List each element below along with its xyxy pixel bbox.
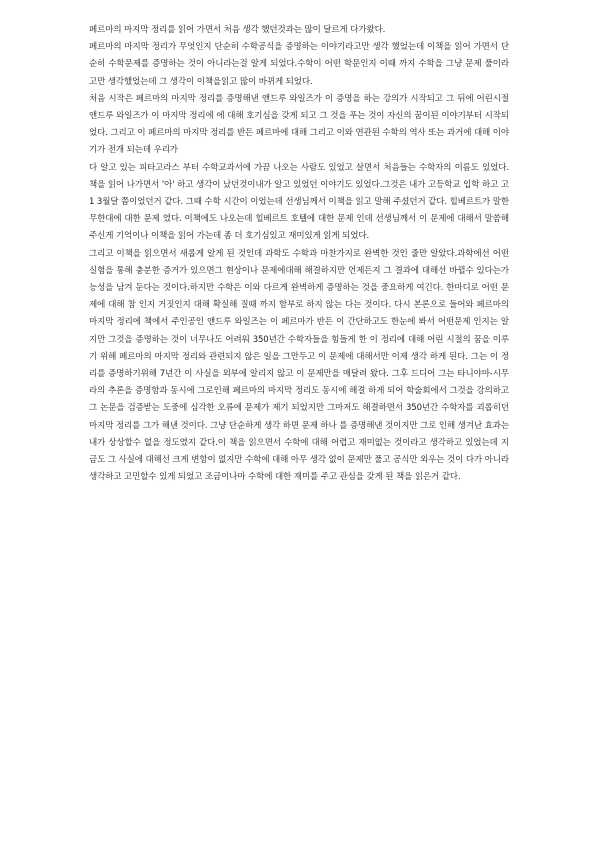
paragraph-mathematicians: 다 알고 있는 피타고라스 부터 수학교과서에 가끔 나오는 사람도 있었고 살면서 처음들는 수학자의 이름도 있었다.책을 읽어 나가면서 '아' 하고 생각이 났던것이내가 알고 있었던 이야기도 있었다.그것은 내가 고등학교 입학 하고 고1 3월달 쯤이었던거 같다. 그때 수학 시간이 이었는데 선생님께서 이책을 읽고 말해 주셨던거 같다. 힐베르트가 말한 무한대에 대한 문제 였다. 이책에도 나오는데 힐베르트 호텔에 대한 문제 인데 선생님께서 이 문제에 대해서 말씀해주신게 기억이나 이책을 읽어 가는데 좀 더 호기심있고 재미있게 읽게 되었다. bbox=[89, 162, 509, 242]
document-body bbox=[89, 22, 509, 486]
paragraph-story-beginning: 처음 시작은 페르마의 마지막 정리를 증명해낸 앤드루 와일즈가 이 증명을 하는 강의가 시작되고 그 뒤에 어린시절 앤드루 와일즈가 이 마지막 정리에 에 대해 호기심을 갖게 되고 그 것을 푸는 것이 자신의 꿈이된 이야기부터 시작되었다. 그리고 이 페르마의 마지막 정리를 반든 페르마에 대해 그리고 이와 연관된 수학의 역사 또는 과거에 대해 이야기가 전개 되는데 우리가 bbox=[89, 93, 509, 156]
paragraph-science-vs-math: 그리고 이책을 읽으면서 새롭게 알게 된 것인데 과학도 수학과 마찬가지로 완벽한 것인 줄만 알았다.과학에선 어떤 실험을 통해 충분한 증거가 있으면그 현상이나 문제에대해 해결하지만 언제든지 그 결과에 대해선 바뀔수 있다는가능성을 남겨 둔다는 것이다.하지만 수학은 이와 다르게 완벽하게 증명하는 것을 중요하게 여긴다. 한마디로 어떤 문제에 대해 참 인지 거짓인지 대해 확실해 질때 까지 함부로 하지 않는 다는 것이다. 다시 본론으로 들어와 페르마의 마지막 정리에 책에서 주인공인 앤드루 와일즈는 이 페르마가 반든 이 간단하고도 한눈에 봐서 어떤문제 인지는 알지만 그것을 증명하는 것이 너무나도 어려워 350년간 수학자들을 힘들게 한 이 정리에 대해 어린 시절의 꿈을 이루기 위해 페르마의 마지막 정리와 관련되지 않은 일을 그만두고 이 문제에 대해서만 이제 생각 하게 된다. 그는 이 정리를 증명하기위해 7년간 이 사실을 외부에 알리지 않고 이 문제만을 매달려 왔다. 그후 드디어 그는 타니야마-시무라의 추론을 증명함과 동시에 그로인해 페르마의 마지막 정리도 동시에 해결 하게 되어 학술회에서 그것을 강의하고 그 논문을 검증받는 도중에 심각한 오류에 문제가 제기 되었지만 그마저도 해결하면서 350년간 수학자를 괴롭히던 마지막 정리를 그가 해낸 것이다. 그냥 단순하게 생각 하면 문제 하나 를 증명해낸 것이지만 그로 인해 생겨난 효과는 내가 상상할수 없을 정도였지 같다.이 책을 읽으면서 수학에 대해 어렵고 재미없는 것이라고 생각하고 있었는데 지금도 그 사실에 대해선 크게 변함이 없지만 수학에 대해 아무 생각 없이 문제만 풀고 공식만 외우는 것이 다가 아니라 생각하고 고민할수 있게 되었고 조금이나마 수학에 대한 재미를 주고 관심을 갖게 된 책을 읽은거 같다. bbox=[89, 248, 509, 483]
paragraph-intro: 페르마의 마지막 정리를 읽어 가면서 처음 생각 했던것과는 많이 달르게 다가왔다. bbox=[89, 25, 386, 35]
paragraph-first-impression: 페르마의 마지막 정리가 무엇인지 단순히 수학공식을 증명하는 이야기라고만 생각 했었는데 이책을 읽어 가면서 단순히 수학문제를 증명하는 것이 아니라는걸 알게 되었다.수학이 어떤 학문인지 이때 까지 수학을 그냥 문제 풀이라고만 생각했었는데 그 생각이 이책을읽고 많이 바뀌게 되었다. bbox=[89, 42, 509, 87]
